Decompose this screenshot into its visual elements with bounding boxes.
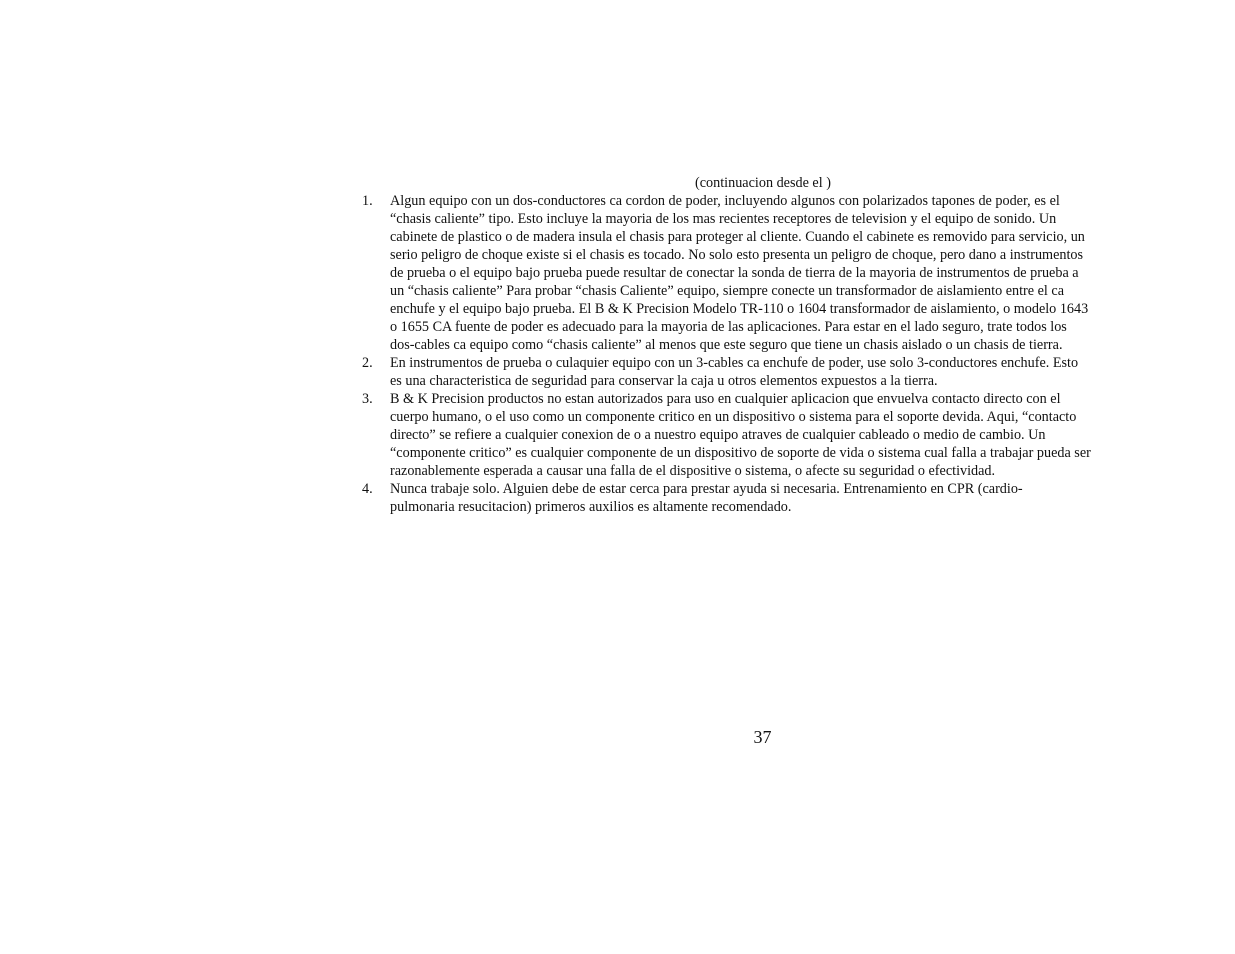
list-item-1	[362, 192, 1164, 354]
list-item-3	[362, 390, 1164, 480]
item-text-line: serio peligro de choque existe si el chasis es tocado. No solo esto presenta un peligro de choque, pero dano a instrumentos	[390, 247, 1084, 263]
item-number: 2.	[362, 355, 373, 371]
item-text-line: Nunca trabaje solo. Alguien debe de estar cerca para prestar ayuda si necesaria. Entrenamiento en CPR (cardio-	[390, 481, 1023, 497]
list-item-4	[362, 480, 1164, 516]
item-text-line: En instrumentos de prueba o culaquier equipo con un 3-cables ca enchufe de poder, use solo 3-conductores enchufe. Esto	[390, 355, 1079, 371]
continuation-note: (continuacion desde el )	[695, 175, 831, 191]
item-number: 3.	[362, 391, 373, 407]
item-text-line: enchufe y el equipo bajo prueba. El B & K Precision Modelo TR-110 o 1604 transformador de aislamiento, o modelo 1643	[390, 301, 1089, 317]
page-number: 37	[753, 727, 772, 747]
item-text-line: un “chasis caliente” Para probar “chasis Caliente” equipo, siempre conecte un transformador de aislamiento entre el ca	[390, 283, 1065, 299]
list-item-2	[362, 354, 1164, 390]
item-text-line: pulmonaria resucitacion) primeros auxilios es altamente recomendado.	[390, 499, 792, 515]
item-text-line: razonablemente esperada a causar una falla de el dispositive o sistema, o afecte su seguridad o efectividad.	[390, 463, 996, 479]
item-text-line: cuerpo humano, o el uso como un componente critico en un dispositivo o sistema para el soporte devida. Aqui, “contacto	[390, 409, 1077, 425]
item-text-line: cabinete de plastico o de madera insula el chasis para proteger al cliente. Cuando el cabinete es removido para servicio, un	[390, 229, 1085, 245]
safety-list	[362, 192, 1164, 516]
item-text-line: “componente critico” es cualquier componente de un dispositivo de soporte de vida o sistema cual falla a trabajar pueda ser	[390, 445, 1091, 461]
item-text-line: es una characteristica de seguridad para conservar la caja u otros elementos expuestos a la tierra.	[390, 373, 938, 389]
item-text-line: Algun equipo con un dos-conductores ca cordon de poder, incluyendo algunos con polarizados tapones de poder, es el	[390, 193, 1060, 209]
item-number: 4.	[362, 481, 373, 497]
item-text-line: de prueba o el equipo bajo prueba puede resultar de conectar la sonda de tierra de la mayoria de instrumentos de prueba a	[390, 265, 1079, 281]
item-text-line: dos-cables ca equipo como “chasis caliente” al menos que este seguro que tiene un chasis aislado o un chasis de tierra.	[390, 337, 1063, 353]
item-text-line: “chasis caliente” tipo. Esto incluye la mayoria de los mas recientes receptores de television y el equipo de sonido. Un	[390, 211, 1057, 227]
item-text-line: B & K Precision productos no estan autorizados para uso en cualquier aplicacion que envuelva contacto directo con el	[390, 391, 1061, 407]
item-number: 1.	[362, 193, 373, 209]
item-text-line: directo” se refiere a cualquier conexion de o a nuestro equipo atraves de cualquier cableado o medio de cambio. Un	[390, 427, 1046, 443]
item-text-line: o 1655 CA fuente de poder es adecuado para la mayoria de las aplicaciones. Para estar en el lado seguro, trate todos los	[390, 319, 1067, 335]
